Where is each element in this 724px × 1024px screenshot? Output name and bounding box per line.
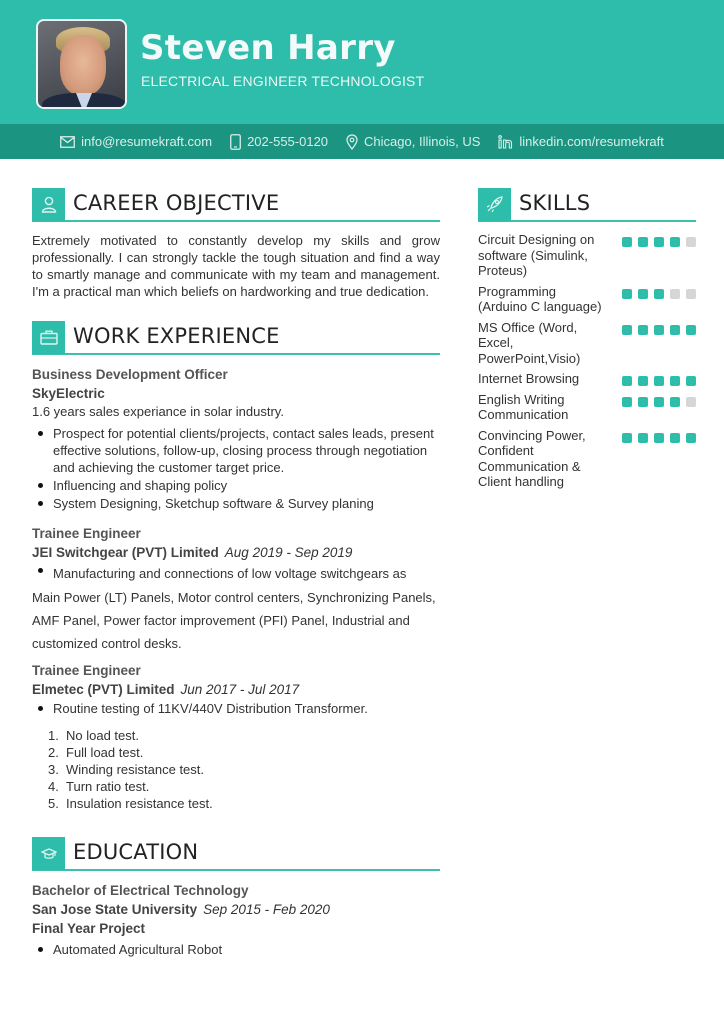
rating-dot-filled [654, 325, 664, 335]
rating-dot-filled [638, 433, 648, 443]
section-title: EDUCATION [73, 840, 199, 864]
rating-dot-filled [654, 433, 664, 443]
section-title: WORK EXPERIENCE [73, 324, 280, 348]
rating-dot-filled [638, 289, 648, 299]
skills-section [478, 188, 696, 490]
degree: Bachelor of Electrical Technology [32, 883, 249, 898]
graduation-cap-icon [32, 837, 65, 870]
section-header [32, 837, 440, 871]
step-number: 3. [48, 762, 59, 777]
step-text: No load test. [66, 728, 139, 743]
skill-rating [622, 371, 696, 387]
section-header [478, 188, 696, 222]
step-number: 2. [48, 745, 59, 760]
skill-row [478, 428, 696, 490]
briefcase-icon [32, 321, 65, 354]
location-pin-icon [346, 134, 358, 150]
rating-dot-filled [654, 289, 664, 299]
rating-dot-filled [686, 325, 696, 335]
step-item [48, 761, 440, 778]
step-text: Winding resistance test. [66, 762, 205, 777]
section-header [32, 321, 440, 355]
test-steps-list [32, 727, 440, 812]
job-company: Elmetec (PVT) Limited [32, 682, 175, 697]
skill-rating [622, 232, 696, 279]
bullet-item: Automated Agricultural Robot [32, 941, 440, 958]
skill-rating [622, 428, 696, 490]
rating-dot-empty [686, 289, 696, 299]
job-bullets [32, 562, 440, 585]
skill-row [478, 284, 696, 315]
rating-dot-filled [670, 433, 680, 443]
rating-dot-filled [638, 237, 648, 247]
bullet-continuation: customized control desks. [32, 636, 182, 651]
education-dates: Sep 2015 - Feb 2020 [203, 902, 330, 917]
contact-location [346, 134, 480, 150]
project-bullets [32, 941, 440, 958]
career-objective-section [32, 188, 440, 300]
education-section [32, 837, 440, 958]
job-entry [32, 524, 440, 655]
bullet-continuation: Main Power (LT) Panels, Motor control centers, Synchronizing Panels, [32, 590, 436, 605]
rating-dot-filled [622, 325, 632, 335]
job-company: SkyElectric [32, 386, 105, 401]
user-icon [32, 188, 65, 221]
objective-text: Extremely motivated to constantly develop my skills and grow professionally. I can strongly tackle the tough situation and find a way to smartly manage and communicate with my team and management. I'm a practical man which beliefs on hardworking and true dedication. [32, 233, 440, 299]
contact-email[interactable] [60, 134, 212, 149]
contact-phone-text: 202-555-0120 [247, 134, 329, 149]
rating-dot-filled [686, 376, 696, 386]
rating-dot-filled [622, 289, 632, 299]
contact-linkedin-text: linkedin.com/resumekraft [519, 134, 664, 149]
contact-bar [0, 124, 724, 159]
step-text: Full load test. [66, 745, 144, 760]
rating-dot-filled [622, 237, 632, 247]
candidate-role: ELECTRICAL ENGINEER TECHNOLOGIST [141, 73, 425, 89]
skills-list [478, 232, 696, 490]
bullet-item: System Designing, Sketchup software & Survey planing [32, 495, 440, 512]
photo-face [60, 35, 106, 95]
job-dates: Aug 2019 - Sep 2019 [224, 545, 353, 560]
skill-name: MS Office (Word, Excel, PowerPoint,Visio) [478, 319, 581, 366]
rating-dot-filled [670, 397, 680, 407]
rating-dot-filled [638, 397, 648, 407]
step-text: Turn ratio test. [66, 779, 150, 794]
rating-dot-filled [670, 376, 680, 386]
profile-photo [36, 19, 127, 109]
step-number: 5. [48, 796, 59, 811]
skill-name: Circuit Designing on software (Simulink, Proteus) [478, 232, 595, 278]
skill-row [478, 392, 696, 423]
job-bullets [32, 700, 440, 717]
skill-name: Convincing Power, Confident Communication & Client handling [478, 427, 586, 489]
rating-dot-filled [622, 433, 632, 443]
section-header [32, 188, 440, 222]
resume-header [0, 0, 724, 124]
job-entry [32, 365, 440, 512]
step-item [48, 778, 440, 795]
rating-dot-filled [622, 376, 632, 386]
contact-email-text: info@resumekraft.com [81, 134, 213, 149]
job-company-line [32, 680, 440, 699]
school: San Jose State University [32, 902, 198, 917]
contact-location-text: Chicago, Illinois, US [364, 134, 481, 149]
bullet-item: Influencing and shaping policy [32, 477, 440, 494]
section-title: SKILLS [519, 191, 591, 215]
school-line [32, 900, 440, 919]
work-experience-section [32, 321, 440, 812]
sidebar-column [478, 188, 696, 495]
bullet-continuation: AMF Panel, Power factor improvement (PFI) Panel, Industrial and [32, 613, 410, 628]
skill-name: Internet Browsing [478, 371, 580, 386]
bullet-item: Manufacturing and connections of low voltage switchgears as [32, 562, 440, 585]
contact-phone[interactable] [230, 134, 328, 150]
job-summary: 1.6 years sales experiance in solar industry. [32, 404, 284, 419]
job-company: JEI Switchgear (PVT) Limited [32, 545, 219, 560]
job-bullets [32, 425, 440, 512]
step-text: Insulation resistance test. [66, 796, 213, 811]
phone-icon [230, 134, 241, 150]
skill-name: Programming (Arduino C language) [478, 283, 602, 314]
candidate-name: Steven Harry [140, 28, 396, 68]
job-dates: Jun 2017 - Jul 2017 [180, 682, 300, 697]
rating-dot-filled [686, 433, 696, 443]
step-item [48, 727, 440, 744]
project-label: Final Year Project [32, 921, 146, 936]
rating-dot-filled [638, 325, 648, 335]
rating-dot-empty [686, 237, 696, 247]
skill-row [478, 232, 696, 279]
job-title: Business Development Officer [32, 367, 228, 382]
rating-dot-filled [638, 376, 648, 386]
step-item [48, 795, 440, 812]
rating-dot-filled [622, 397, 632, 407]
bullet-item: Routine testing of 11KV/440V Distribution Transformer. [32, 700, 440, 717]
main-column [32, 188, 440, 959]
contact-linkedin[interactable] [498, 134, 664, 149]
step-number: 4. [48, 779, 59, 794]
rating-dot-empty [670, 289, 680, 299]
rating-dot-filled [654, 376, 664, 386]
rating-dot-filled [654, 397, 664, 407]
skill-rating [622, 284, 696, 315]
job-company-line [32, 543, 440, 562]
job-title: Trainee Engineer [32, 526, 141, 541]
linkedin-icon [498, 135, 513, 149]
rating-dot-empty [686, 397, 696, 407]
skill-row [478, 320, 696, 367]
skill-rating [622, 392, 696, 423]
skill-name: English Writing Communication [478, 391, 569, 422]
skill-rating [622, 320, 696, 367]
rocket-icon [478, 188, 511, 221]
rating-dot-filled [670, 325, 680, 335]
rating-dot-filled [654, 237, 664, 247]
skill-row [478, 371, 696, 387]
job-title: Trainee Engineer [32, 663, 141, 678]
envelope-icon [60, 136, 75, 148]
section-title: CAREER OBJECTIVE [73, 191, 280, 215]
step-item [48, 744, 440, 761]
step-number: 1. [48, 728, 59, 743]
bullet-item: Prospect for potential clients/projects, contact sales leads, present effective solutions, follow-up, closing process through negotiation and achieving the customer target price. [32, 425, 440, 476]
job-entry [32, 661, 440, 812]
rating-dot-filled [670, 237, 680, 247]
